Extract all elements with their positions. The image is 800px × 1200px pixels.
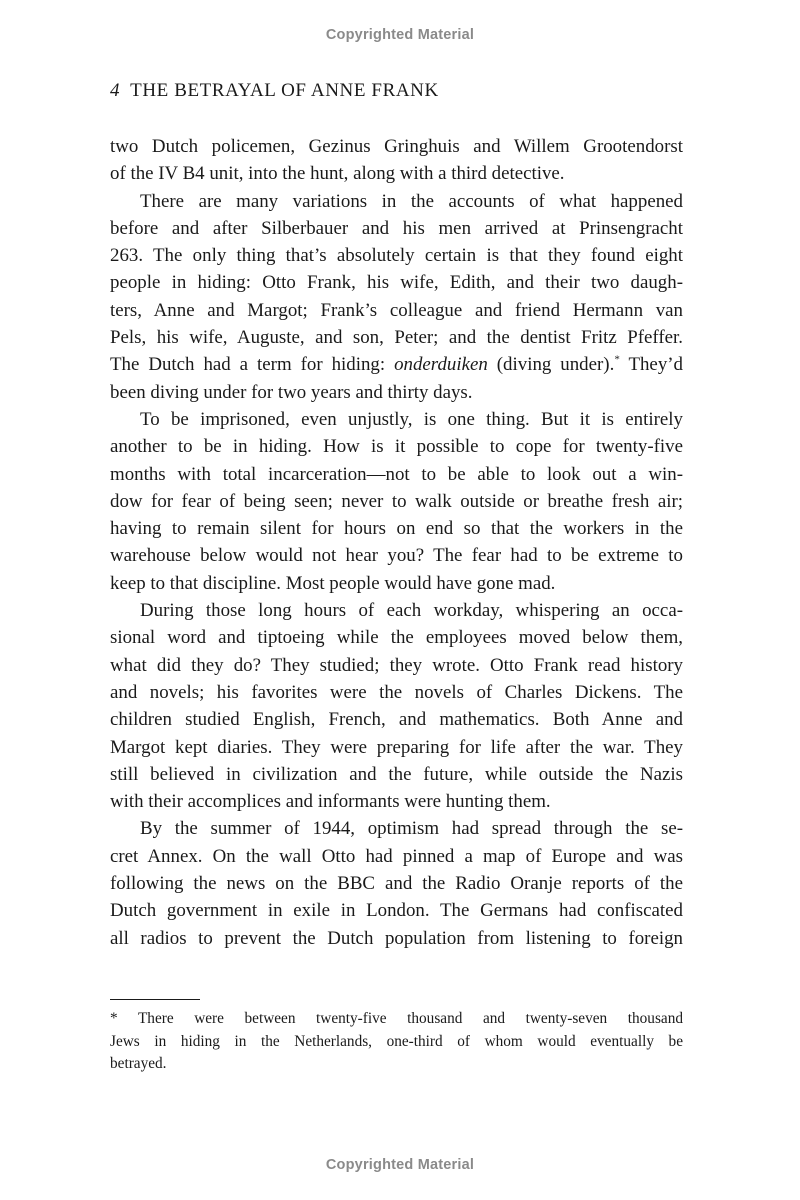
- text-line: Pels, his wife, Auguste, and son, Peter; and the dentist Fritz Pfeffer.: [110, 327, 683, 349]
- text-line: of the IV B4 unit, into the hunt, along with a third detective.: [110, 163, 565, 185]
- footnote-line: betrayed.: [110, 1055, 167, 1072]
- text-line: 263. The only thing that’s absolutely certain is that they found eight: [110, 245, 683, 267]
- text-line: During those long hours of each workday, whispering an occa-: [140, 600, 683, 622]
- text-segment: The Dutch had a term for hiding:: [110, 354, 395, 376]
- running-head: [110, 80, 439, 102]
- text-line: children studied English, French, and mathematics. Both Anne and: [110, 709, 683, 731]
- text-line: all radios to prevent the Dutch population from listening to foreign: [110, 927, 683, 949]
- text-line: Dutch government in exile in London. The Germans had confiscated: [110, 900, 683, 922]
- text-line: with their accomplices and informants were hunting them.: [110, 791, 551, 813]
- text-line: before and after Silberbauer and his men arrived at Prinsengracht: [110, 217, 683, 239]
- copyright-watermark-top: Copyrighted Material: [325, 27, 475, 43]
- text-line: still believed in civilization and the future, while outside the Nazis: [110, 763, 683, 785]
- text-line: Margot kept diaries. They were preparing for life after the war. They: [110, 736, 683, 758]
- text-line: By the summer of 1944, optimism had spread through the se-: [140, 818, 683, 840]
- footnote-reference: *: [614, 354, 620, 367]
- text-line: what did they do? They studied; they wrote. Otto Frank read history: [110, 654, 683, 676]
- text-line: cret Annex. On the wall Otto had pinned a map of Europe and was: [110, 845, 683, 867]
- text-segment: They’d: [619, 354, 683, 376]
- copyright-watermark-bottom: Copyrighted Material: [325, 1157, 475, 1173]
- text-line: been diving under for two years and thirty days.: [110, 381, 473, 403]
- text-line: another to be in hiding. How is it possible to cope for twenty-five: [110, 436, 683, 458]
- text-line: two Dutch policemen, Gezinus Gringhuis and Willem Grootendorst: [110, 136, 683, 157]
- footnote-line: * There were between twenty-five thousand and twenty-seven thousand: [110, 1010, 683, 1027]
- footnote: [110, 1008, 683, 1076]
- text-line: ters, Anne and Margot; Frank’s colleague and friend Hermann van: [110, 299, 683, 321]
- footnote-divider: [110, 999, 200, 1000]
- text-line: To be imprisoned, even unjustly, is one thing. But it is entirely: [140, 408, 683, 430]
- footnote-line: Jews in hiding in the Netherlands, one-third of whom would eventually be: [110, 1032, 683, 1050]
- text-line: having to remain silent for hours on end so that the workers in the: [110, 518, 683, 540]
- text-line: dow for fear of being seen; never to walk outside or breathe fresh air;: [110, 490, 683, 512]
- text-line: warehouse below would not hear you? The fear had to be extreme to: [110, 545, 683, 567]
- text-line: sional word and tiptoeing while the employees moved below them,: [110, 627, 683, 649]
- text-line: following the news on the BBC and the Radio Oranje reports of the: [110, 873, 683, 895]
- text-line: [110, 351, 683, 378]
- text-line: There are many variations in the accounts of what happened: [140, 190, 683, 212]
- page-number: 4: [110, 80, 121, 101]
- text-line: people in hiding: Otto Frank, his wife, Edith, and their two daugh-: [110, 272, 683, 294]
- text-segment: (diving under).: [487, 354, 615, 376]
- text-line: months with total incarceration—not to be able to look out a win-: [110, 463, 683, 485]
- italic-term: onderduiken: [394, 354, 488, 376]
- book-title: THE BETRAYAL OF ANNE FRANK: [130, 80, 439, 101]
- body-text: [110, 133, 683, 952]
- text-line: keep to that discipline. Most people would have gone mad.: [110, 572, 556, 594]
- text-line: and novels; his favorites were the novels of Charles Dickens. The: [110, 681, 683, 703]
